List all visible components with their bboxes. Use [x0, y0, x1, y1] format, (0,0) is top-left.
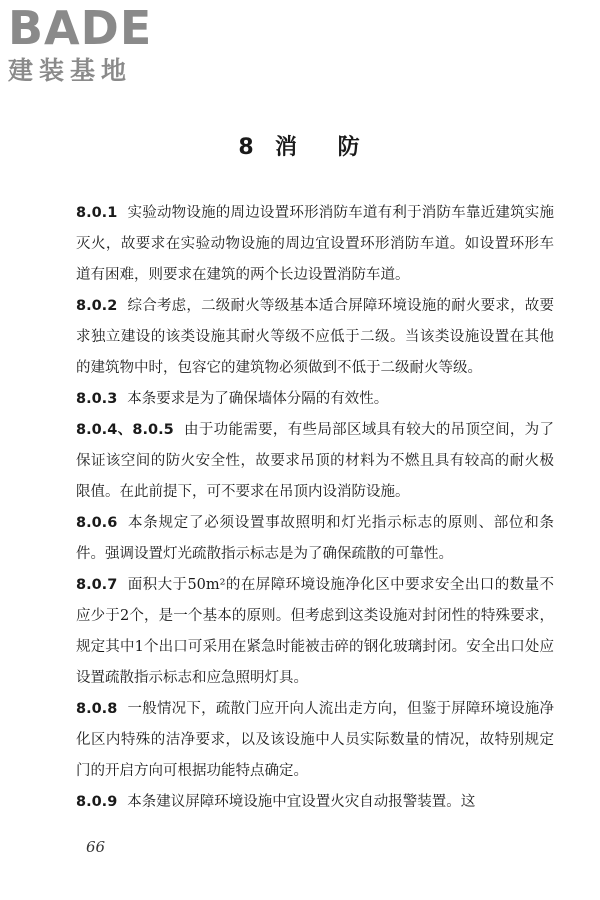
- chapter-title: 8 消 防: [238, 135, 362, 160]
- clause-number: 8.0.4、8.0.5: [76, 422, 174, 438]
- clause-text: 面积大于50m²的在屏障环境设施净化区中要求安全出口的数量不应少于2个，是一个基本的原则。但考虑到这类设施对封闭性的特殊要求，规定其中1个出口可采用在紧急时能被击碎的钢化玻璃封闭。安全出口处应设置疏散指示标志和应急照明灯具。: [76, 577, 554, 686]
- clause-text: 本条要求是为了确保墙体分隔的有效性。: [127, 391, 389, 407]
- logo-subtitle: 建装基地: [8, 56, 133, 85]
- clause-number: 8.0.9: [76, 794, 118, 810]
- clause-number: 8.0.8: [76, 701, 118, 717]
- clause-number: 8.0.6: [76, 515, 118, 531]
- clause-8-0-1: [76, 198, 554, 291]
- clause-text: 本条规定了必须设置事故照明和灯光指示标志的原则、部位和条件。强调设置灯光疏散指示标志是为了确保疏散的可靠性。: [76, 515, 554, 562]
- clause-text: 实验动物设施的周边设置环形消防车道有利于消防车靠近建筑实施灭火，故要求在实验动物设施的周边宜设置环形消防车道。如设置环形车道有困难，则要求在建筑的两个长边设置消防车道。: [76, 205, 554, 283]
- clause-8-0-6: [76, 508, 554, 570]
- clause-8-0-9: [76, 787, 554, 818]
- clause-number: 8.0.1: [76, 205, 118, 221]
- clause-text: 综合考虑，二级耐火等级基本适合屏障环境设施的耐火要求，故要求独立建设的该类设施其耐火等级不应低于二级。当该类设施设置在其他的建筑物中时，包容它的建筑物必须做到不低于二级耐火等级。: [76, 298, 554, 376]
- clause-text: 由于功能需要，有些局部区域具有较大的吊顶空间，为了保证该空间的防火安全性，故要求吊顶的材料为不燃且具有较高的耐火极限值。在此前提下，可不要求在吊顶内设消防设施。: [76, 422, 554, 500]
- clause-number: 8.0.7: [76, 577, 118, 593]
- clause-text: 一般情况下，疏散门应开向人流出走方向，但鉴于屏障环境设施净化区内特殊的洁净要求，以及该设施中人员实际数量的情况，故特别规定门的开启方向可根据功能特点确定。: [76, 701, 554, 779]
- clause-8-0-8: [76, 694, 554, 787]
- clause-8-0-7: [76, 570, 554, 694]
- clause-list: [76, 198, 554, 818]
- page-number: 66: [86, 838, 106, 856]
- clause-8-0-3: [76, 384, 554, 415]
- clause-number: 8.0.2: [76, 298, 118, 314]
- clause-8-0-4-5: [76, 415, 554, 508]
- clause-text: 本条建议屏障环境设施中宜设置火灾自动报警装置。这: [127, 794, 476, 810]
- clause-number: 8.0.3: [76, 391, 118, 407]
- logo-mark: BADE: [8, 1, 153, 55]
- clause-8-0-2: [76, 291, 554, 384]
- logo: [8, 1, 178, 86]
